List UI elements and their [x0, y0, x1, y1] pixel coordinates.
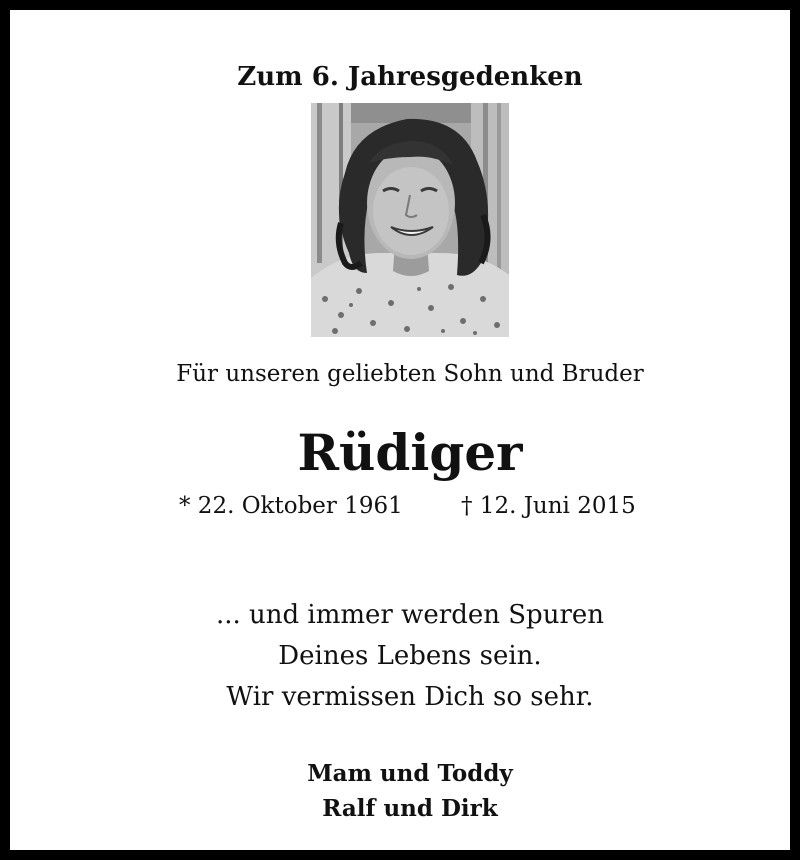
mourners-signature [10, 756, 800, 826]
signer-line: Ralf und Dirk [322, 795, 498, 822]
deceased-name: Rüdiger [297, 423, 523, 482]
memorial-verse [10, 595, 800, 718]
signer-line: Mam und Toddy [307, 760, 513, 787]
birth-date: * 22. Oktober 1961 [179, 493, 403, 519]
death-date: † 12. Juni 2015 [461, 493, 636, 519]
verse-line: Wir vermissen Dich so sehr. [226, 682, 594, 712]
verse-line: ... und immer werden Spuren [215, 600, 605, 630]
portrait-photo [311, 103, 509, 337]
verse-line: Deines Lebens sein. [278, 641, 542, 671]
dedication-line: Für unseren geliebten Sohn und Bruder [176, 361, 644, 387]
life-dates [10, 490, 800, 522]
anniversary-heading: Zum 6. Jahresgedenken [237, 62, 583, 92]
